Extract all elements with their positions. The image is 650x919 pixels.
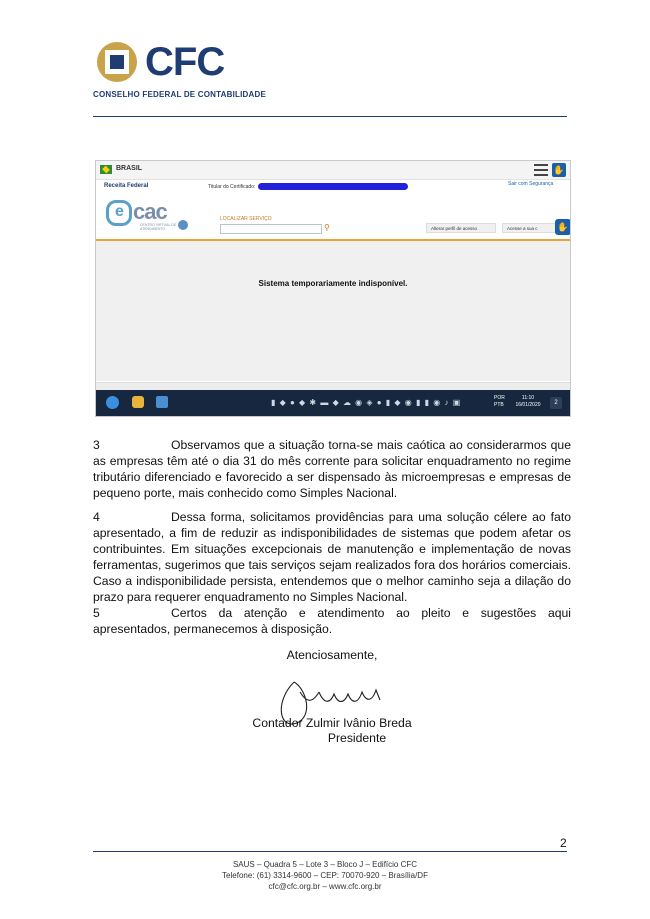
page-number: 2 xyxy=(560,836,567,850)
system-tray-icons[interactable]: ▮ ◆ ● ◆ ✱ ▬ ◆ ☁ ◉ ◈ ● ▮ ◆ ◉ ▮ ▮ ◉ ♪ ▣ xyxy=(271,398,462,407)
salutation: Atenciosamente, xyxy=(286,648,378,662)
hamburger-menu-icon[interactable] xyxy=(534,164,548,176)
footer-address: SAUS – Quadra 5 – Lote 3 – Bloco J – Edifício CFC xyxy=(232,860,418,869)
ecac-subtitle: CENTRO VIRTUAL DE ATENDIMENTO xyxy=(140,223,177,231)
accessibility-icon[interactable]: ✋ xyxy=(555,219,571,235)
paragraph-5 xyxy=(93,605,571,637)
paragraph-text: Dessa forma, solicitamos providências para uma solução célere ao fato apresentado, a fim de reduzir as indisponibilidades de sistemas que podem afetar os contribuintes. Em situações excepcionais de manutenção e implementação de novas ferramentas, sugerimos que tais serviços sejam realizados fora dos horários comerciais. Caso a indisponibilidade persista, entendemos que o melhor caminho seja a dilação do prazo para requerer enquadramento no Simples Nacional. xyxy=(93,510,571,604)
paragraph-number: 5 xyxy=(93,606,100,620)
input-language[interactable]: POR PTB xyxy=(494,395,505,408)
cfc-logo-icon xyxy=(93,38,141,86)
cfc-logo-subtitle: CONSELHO FEDERAL DE CONTABILIDADE xyxy=(93,90,266,99)
accessibility-icon[interactable]: ✋ xyxy=(553,165,565,175)
paragraph-number: 4 xyxy=(93,510,100,524)
home-icon[interactable] xyxy=(178,220,188,230)
gov-bar xyxy=(96,161,570,180)
footer-contact: cfc@cfc.org.br – www.cfc.org.br xyxy=(268,882,382,891)
paragraph-text: Certos da atenção e atendimento ao pleito e sugestões aqui apresentados, permanecemos à disposição. xyxy=(93,606,571,636)
unavailable-message: Sistema temporariamente indisponível. xyxy=(258,279,408,288)
search-icon[interactable]: ⚲ xyxy=(324,223,330,232)
signer-name: Contador Zulmir Ivânio Breda xyxy=(252,716,412,730)
footer-phone: Telefone: (61) 3314-9600 – CEP: 70070-920 – Brasília/DF xyxy=(222,871,428,880)
footer-divider xyxy=(93,851,567,852)
notification-icon[interactable]: 2 xyxy=(550,397,562,409)
start-icon[interactable] xyxy=(106,396,119,409)
windows-taskbar xyxy=(96,390,570,416)
mailbox-button[interactable]: Acesse a sua c xyxy=(502,223,562,233)
ecac-logo-e-icon: e xyxy=(106,200,132,226)
certificate-value-redacted xyxy=(258,183,408,190)
logout-link[interactable]: Sair com Segurança xyxy=(508,181,554,187)
cfc-logo-text: CFC xyxy=(145,40,225,84)
content-area xyxy=(96,241,570,381)
search-input[interactable] xyxy=(220,224,322,234)
ecac-logo: e cac xyxy=(106,199,167,226)
ecac-screenshot xyxy=(95,160,571,417)
paragraph-3 xyxy=(93,437,571,501)
taskbar-clock[interactable]: 11:10 16/01/2020 xyxy=(515,395,541,408)
change-profile-button[interactable]: Alterar perfil de acesso xyxy=(426,223,496,233)
taskbar-app-icon[interactable] xyxy=(156,396,168,408)
gov-bar-label: BRASIL xyxy=(116,165,143,172)
receita-federal-logo: Receita Federal xyxy=(104,183,149,189)
paragraph-text: Observamos que a situação torna-se mais caótica ao considerarmos que as empresas têm até o dia 31 do mês corrente para solicitar enquadramento no regime tributário diferenciado e favorecido a ser dispensado às microempresas e empresas de pequeno porte, mais conhecido como Simples Nacional. xyxy=(93,438,571,500)
signer-title: Presidente xyxy=(327,731,387,745)
paragraph-4 xyxy=(93,509,571,605)
brazil-flag-icon xyxy=(100,165,112,174)
header-divider xyxy=(93,116,567,117)
paragraph-number: 3 xyxy=(93,438,100,452)
search-label: LOCALIZAR SERVIÇO xyxy=(220,216,272,222)
taskbar-app-icon[interactable] xyxy=(132,396,144,408)
certificate-label: Titular do Certificado: xyxy=(208,184,256,190)
